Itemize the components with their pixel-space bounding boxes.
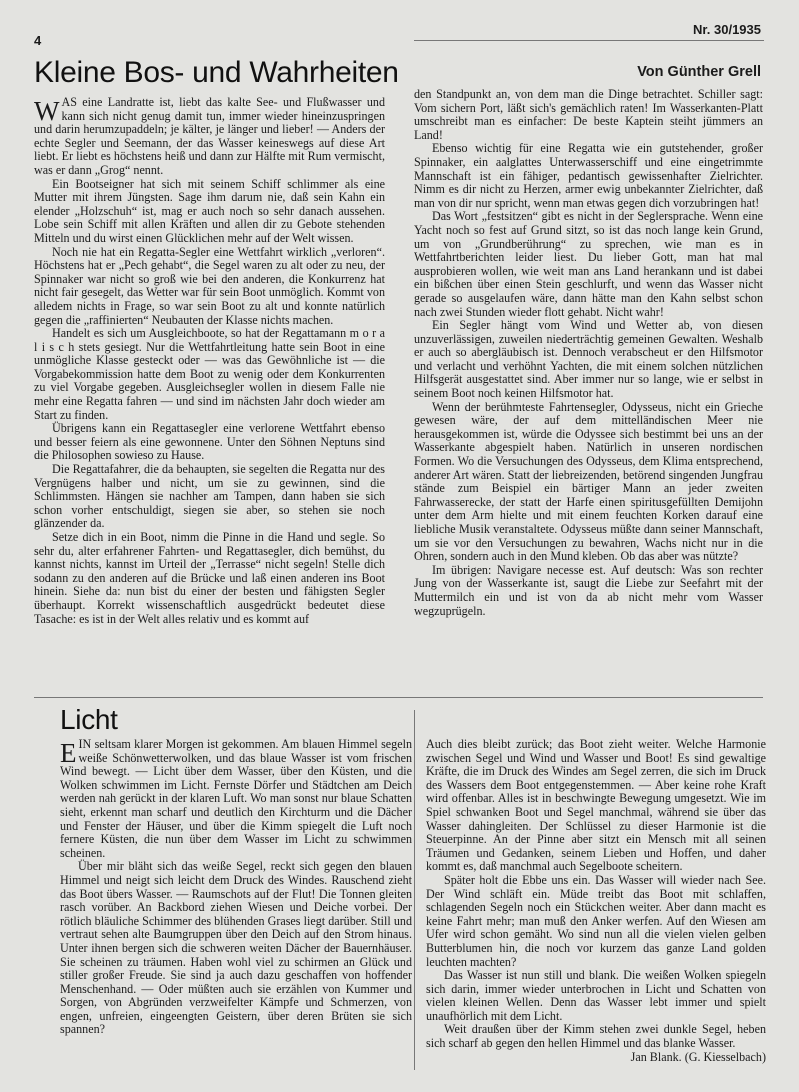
paragraph: Noch nie hat ein Regatta-Segler eine Wettfahrt wirklich „verloren“. Höchstens hat er „Pech gehabt“, die Segel waren zu alt oder zu neu, der Spinnaker war nicht so groß wie bei den anderen, die Konkurrenz hat nicht fair gesegelt, das Wetter war für sein Boot unmöglich. Kommt von alledem nichts in Frage, so war sein Boot zu alt und konnte natürlich gegen die „raffinierten“ Neubauten der Klasse nichts machen. [34,244,385,327]
article-column-left [34,96,385,696]
article-column-left [60,738,412,1070]
header-rule [414,40,764,41]
article-signature: Jan Blank. (G. Kiesselbach) [630,1049,766,1064]
paragraph: Ebenso wichtig für eine Regatta wie ein gutstehender, großer Spinnaker, ein aalglattes Unterwasserschiff und eine eingetrimmte Mannschaft ist ein fähiger, pedantisch gewissenhafter Zielrichter. Nimm es dir nicht zu Herzen, armer ewig unbekannter Zielrichter, daß man von dir nur spricht, wenn man etwas gegen dich vorzubringen hat! [414,141,763,210]
article-column-right [414,88,763,688]
paragraph: Das Wort „festsitzen“ gibt es nicht in der Seglersprache. Wenn eine Yacht noch so fest auf Grund sitzt, so ist das noch lange kein Grund, um von „Grundberührung“ zu sprechen, wie man es in Wettfahrtberichten leider liest. Du lieber Gott, man hat mal ausprobieren wollen, wie weit man ans Land herankann und ist dabei ein bißchen über einen Stein geschlurft, und wenn das Wasser nicht gerade so ausgelaufen wäre, dann hätte man den Kahn selbst schon nach zwei Stunden wieder flott gehabt. Nicht wahr! [414,209,763,319]
column-rule [414,710,415,1070]
paragraph: Ein Segler hängt vom Wind und Wetter ab, von diesen unzuverlässigen, zuweilen niederträchtig gemeinen Gewalten. Weshalb er auch so abergläubisch ist. Dennoch verabscheut er den Hilfsmotor und verlacht und verhöhnt Yachten, die mit einem solchen nützlichen Hilfsgerät ausgestattet sind. Aber immer nur so lange, wie er selbst in seinem Boot noch keinen Hilfsmotor hat. [414,318,763,401]
page-number: 4 [34,33,42,48]
paragraph: Das Wasser ist nun still und blank. Die weißen Wolken spiegeln sich darin, immer wieder unterbrochen in Licht und Schatten von vielen kleinen Wellen. Denn das Wasser lebt immer und spielt unaufhörlich mit dem Licht. [426,968,766,1023]
section-divider [34,697,763,698]
paragraph: Später holt die Ebbe uns ein. Das Wasser will wieder nach See. Der Wind schläft ein. Müde treibt das Boot mit schlaffen, schlagenden Segeln noch ein Stückchen weiter. Aber dann macht es keine Fahrt mehr; man muß den Anker werfen. Auf den Wiesen am Ufer wird schon gemäht. Wo sind nun all die vielen vielen gelben Butterblumen hin, die noch vor kurzem das ganze Land golden leuchten machten? [426,872,766,969]
paragraph: WAS eine Landratte ist, liebt das kalte See- und Flußwasser und kann sich nicht genug damit tun, immer wieder hineinzuspringen und darin herumzupaddeln; je kälter, je länger und lieber! — Anders der echte Segler und Seemann, der das Wasser keineswegs auf diese Art liebt. Er liebt es höchstens heiß und dann zur Hälfte mit Rum vermischt, was er dann „Grog“ nennt. [34,96,385,177]
article-title: Licht [60,704,118,735]
paragraph: Handelt es sich um Ausgleichboote, so hat der Regattamann m o r a l i s c h stets gesiegt. Nur die Wettfahrtleitung hatte sein Boot in eine unmögliche Klasse gesteckt oder — was das Gewöhnliche ist — die Vorgabekommission hatte dem Boot zu wenig oder dem Konkurrenten zu viel Vorgabe gegeben. Ausgleichsegler wollen in diesem Falle nie mehr eine Regatta fahren — und sind im nächsten Jahr doch wieder am Start zu finden. [34,326,385,422]
article-title: Kleine Bos- und Wahrheiten [34,56,399,89]
paragraph: den Standpunkt an, von dem man die Dinge betrachtet. Schiller sagt: Vom sichern Port, läßt sich's gemächlich raten! Im Wasserkanten-Platt umschreibt man es einfacher: De beste Kaptein steiht jümmers an Land! [414,88,763,142]
article-author: Von Günther Grell [637,64,761,80]
paragraph: Weit draußen über der Kimm stehen zwei dunkle Segel, heben sich scharf ab gegen den hellen Himmel und das blanke Wasser. [426,1022,766,1051]
paragraph: Im übrigen: Navigare necesse est. Auf deutsch: Was son rechter Jung von der Wasserkante ist, saugt die Liebe zur Seefahrt mit der Muttermilch ein und ist von da ab nicht mehr vom Wasser wegzuprügeln. [414,562,763,618]
paragraph: Die Regattafahrer, die da behaupten, sie segelten die Regatta nur des Vergnügens halber und nicht, um sie zu gewinnen, sind die Schlimmsten. Hängen sie nachher am Tampen, dann haben sie sich schon vorher entschuldigt, siegen sie aber, so stehen sie noch glänzender da. [34,462,385,531]
drop-cap: W [34,96,60,126]
drop-cap: E [60,738,77,768]
paragraph: Wenn der berühmteste Fahrtensegler, Odysseus, nicht ein Grieche gewesen wäre, der auf dem mittelländischen Meer nie herausgekommen ist, würde die Odyssee sich bestimmt bei uns an der Wasserkante abgespielt haben. Natürlich in unseren nordischen Formen. Wo die Versuchungen des Odysseus, dem Klima entsprechend, anderer Art wären. Statt der liebreizenden, betörend singenden Jungfrau stände zum Beispiel ein bärtiger Mann an jeder zweiten Fahrwasserecke, der statt der Harfe einen spiritusgefüllten Demijohn unter dem Arm hielte und mit einem feuchten Korken darauf eine liebliche Musik veranstaltete. Odysseus müßte dann seiner Mannschaft, um sie vor den Versuchungen zu bewahren, Wachs nicht nur in die Ohren, sondern auch in den Mund kleben. Ob das aber was nützte? [414,399,763,564]
paragraph: Übrigens kann ein Regattasegler eine verlorene Wettfahrt ebenso und besser feiern als eine gewonnene. Unter den Söhnen Neptuns sind die Philosophen sowieso zu Hause. [34,421,385,463]
paragraph: Ein Bootseigner hat sich mit seinem Schiff schlimmer als eine Mutter mit ihrem Jüngsten. Sage ihm darum nie, daß sein Kahn ein elender „Holzschuh“ ist, mag er auch noch so sehr danach aussehen. Lobe sein Schiff mit allen Kräften und allen dir zu Gebote stehenden Mitteln und du wirst einen Glücklichen mehr auf der Welt wissen. [34,176,385,245]
paragraph: Auch dies bleibt zurück; das Boot zieht weiter. Welche Harmonie zwischen Segel und Wind und Wasser und Boot! Es sind gewaltige Kräfte, die im Druck des Windes am Segel zerren, die sich im Druck des Wassers dem Boot entgegenstemmen. — Aber keine rohe Kraft wird offenbar. Alles ist in beschwingte Bewegung umgesetzt. Wie im Spiel schwanken Boot und Segel manchmal, während sie über das Wasser dahingleiten. Der Schlüssel zu dieser Harmonie ist die Steuerpinne. An der Pinne aber sitzt ein Mensch mit all seinen Träumen und Gedanken, seinem Lieben und Hoffen, und daher kommt es, daß manchmal auch Segelboote scheitern. [426,738,766,874]
paragraph: EIN seltsam klarer Morgen ist gekommen. Am blauen Himmel segeln weiße Schönwetterwolken, und das blaue Wasser ist vom frischen Wind bewegt. — Licht über dem Wasser, über den Küsten, und die Wolken schwimmen im Licht. Fernste Dörfer und Städtchen am Deich werden nah gerückt in der klaren Luft. Wo man sonst nur blaue Schatten sieht, erkennt man scharf und deutlich den Kirchturm und die Dächer und Fenster der Häuser, und über die Kimm spiegelt die Luft noch fernere Küsten, die nun über dem Wasser im Licht zu schwimmen scheinen. [60,738,412,860]
paragraph: Setze dich in ein Boot, nimm die Pinne in die Hand und segle. So sehr du, alter erfahrener Fahrten- und Regattasegler, dich bemühst, du kannst nichts, kannst im Urteil der „Terrasse“ nicht segeln! Stelle dich sodann zu den anderen auf die Brücke und laß einen anderen ins Boot hinein. Siehe da: nun bist du einer der besten und fähigsten Segler überhaupt. Korrekt wissenschaftlich ausgedrückt bedeutet diese Tasache: es ist in der Welt alles relativ und es kommt auf [34,530,385,626]
article-column-right [426,738,766,1070]
issue-number: Nr. 30/1935 [693,22,761,37]
paragraph: Über mir bläht sich das weiße Segel, reckt sich gegen den blauen Himmel und neigt sich leicht dem Druck des Windes. Rauschend zieht das Boot übers Wasser. — Raumschots auf der Flut! Die Tonnen gleiten rasch vorüber. An Backbord ziehen Wiesen und Deiche vorbei. Der rötlich bläuliche Schimmer des blühenden Grases liegt darüber. Still und vertraut sehen alte Baumgruppen über den Deich auf den Strom hinaus. Unter ihnen bergen sich die schweren weiten Dächer der Bauernhäuser. Sie scheinen zu träumen. Haben wohl viel zu schirmen an Glück und stiller großer Freude. Sie sind ja auch dazu geschaffen von hoffender Menschenhand. — Oder müßten auch sie erzählen von Kummer und Sorgen, von Abgründen verzweifelter Kämpfe und Schmerzen, von engen, unfreien, eingeengten Geistern, über deren Brüten sie sich spannen? [60,859,412,1037]
